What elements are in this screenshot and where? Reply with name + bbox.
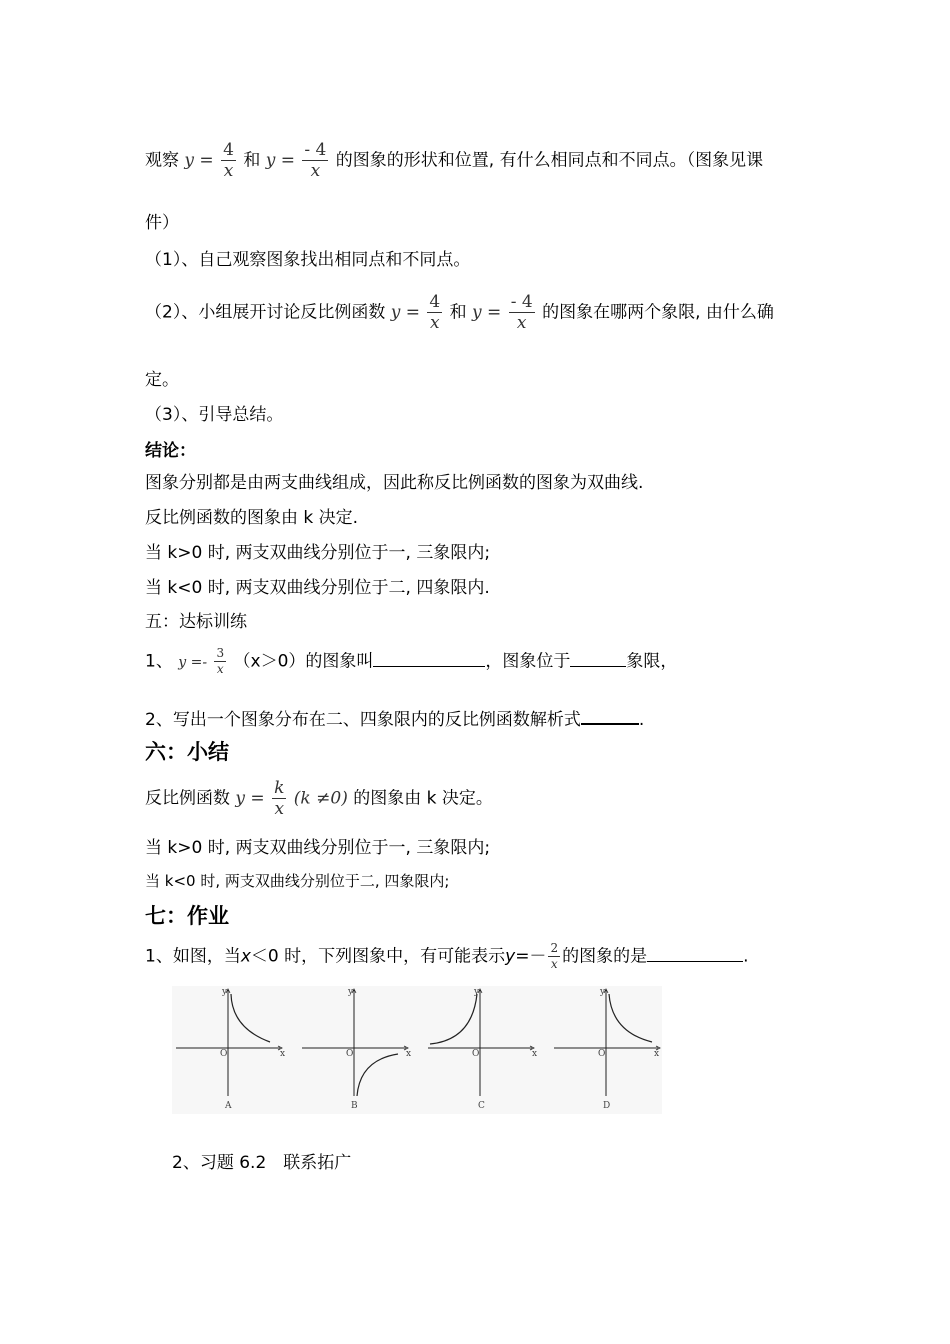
fraction-denominator: x xyxy=(221,160,236,181)
practice-q1 xyxy=(145,646,677,677)
graph-c-origin: O xyxy=(472,1049,480,1059)
fraction-numerator: 4 xyxy=(223,140,234,160)
fraction-numerator: 2 xyxy=(550,941,559,955)
fraction-k-over-x xyxy=(272,778,286,819)
homework-q1-end: . xyxy=(743,946,749,967)
graph-a-label: A xyxy=(225,1101,232,1111)
practice-q2-end: . xyxy=(638,710,645,730)
summary-title: 六：小结 xyxy=(145,740,229,764)
fraction-3-over-x xyxy=(214,646,226,677)
conclusion-line-1: 图象分别都是由两支曲线组成，因此称反比例函数的图象为双曲线. xyxy=(145,473,644,493)
intro-y1: y = xyxy=(184,150,214,171)
graph-d-label: D xyxy=(603,1101,611,1111)
fraction-numerator: 4 xyxy=(429,292,441,312)
fraction-2-over-x xyxy=(548,941,560,972)
fraction-neg4-over-x xyxy=(302,140,328,181)
conclusion-line-3: 当 k>0 时, 两支双曲线分别位于一, 三象限内; xyxy=(145,543,491,563)
step-2-text: （2）、小组展开讨论反比例函数 xyxy=(145,302,386,323)
intro-continuation: 件） xyxy=(145,213,179,233)
step-2 xyxy=(145,292,774,333)
graph-a-y-label: y xyxy=(222,987,228,997)
practice-title: 五：达标训练 xyxy=(145,612,247,632)
graph-a-x-label: x xyxy=(280,1049,286,1059)
conclusion-title: 结论： xyxy=(145,441,196,461)
practice-q1-number: 1、 xyxy=(145,651,173,672)
answer-blank[interactable] xyxy=(373,648,485,667)
practice-q2 xyxy=(145,705,644,731)
fraction-numerator: - 4 xyxy=(304,140,327,160)
practice-q2-text: 2、写出一个图象分布在二、四象限内的反比例函数解析式 xyxy=(145,710,581,730)
graph-b-x-label: x xyxy=(406,1049,412,1059)
conclusion-line-4: 当 k<0 时, 两支双曲线分别位于二, 四象限内. xyxy=(145,578,490,598)
summary-line-3: 当 k<0 时, 两支双曲线分别位于二, 四象限内; xyxy=(145,872,450,890)
fraction-4-over-x xyxy=(427,292,442,333)
graph-d-origin: O xyxy=(598,1049,606,1059)
step-3: （3）、引导总结。 xyxy=(145,405,284,425)
intro-and: 和 xyxy=(243,150,261,171)
answer-blank[interactable] xyxy=(570,648,626,667)
summary-line-1-pre: 反比例函数 xyxy=(145,788,230,809)
homework-q2: 2、习题 6.2 联系拓广 xyxy=(172,1153,352,1173)
intro-y2: y = xyxy=(265,150,295,171)
graph-options-figure xyxy=(172,986,662,1114)
homework-q1-eq: =－ xyxy=(515,946,547,967)
step-2-continuation: 定。 xyxy=(145,370,179,390)
practice-q1-condition: （x＞0）的图象叫 xyxy=(233,651,374,672)
graph-d-x-label: x xyxy=(654,1049,660,1059)
answer-blank[interactable] xyxy=(647,943,743,962)
conclusion-line-2: 反比例函数的图象由 k 决定. xyxy=(145,508,359,528)
summary-line-1-post: 的图象由 k 决定。 xyxy=(353,788,493,809)
step-1: （1）、自己观察图象找出相同点和不同点。 xyxy=(145,250,471,270)
fraction-denominator: x xyxy=(272,798,286,819)
homework-q1-post: 的图象的是 xyxy=(562,946,648,967)
homework-q1-pre: 1、如图，当 xyxy=(145,946,241,967)
summary-condition: (k ≠0) xyxy=(293,788,348,809)
graph-c-label: C xyxy=(478,1101,485,1111)
graph-d xyxy=(554,989,660,1096)
fraction-4-over-x xyxy=(221,140,236,181)
fraction-denominator: x xyxy=(302,160,328,181)
practice-q1-mid: ，图象位于 xyxy=(485,651,571,672)
summary-line-2: 当 k>0 时, 两支双曲线分别位于一, 三象限内; xyxy=(145,838,491,858)
step-2-and: 和 xyxy=(449,302,467,323)
step-2-y2: y = xyxy=(472,302,502,323)
graph-b-origin: O xyxy=(346,1049,354,1059)
intro-observe: 观察 xyxy=(145,150,179,171)
graph-c-x-label: x xyxy=(532,1049,538,1059)
fraction-denominator: x xyxy=(509,312,535,333)
step-2-post: 的图象在哪两个象限, 由什么确 xyxy=(542,302,774,323)
summary-line-1 xyxy=(145,778,493,819)
graph-b xyxy=(302,989,408,1096)
answer-blank[interactable] xyxy=(581,705,639,725)
fraction-neg4-over-x xyxy=(509,292,535,333)
graph-d-y-label: y xyxy=(600,987,606,997)
fraction-denominator: x xyxy=(548,956,560,972)
graph-a xyxy=(176,989,282,1096)
summary-y: y = xyxy=(235,788,265,809)
fraction-denominator: x xyxy=(427,312,442,333)
homework-q1-x: x xyxy=(240,946,251,967)
graph-c xyxy=(428,989,534,1096)
step-2-y1: y = xyxy=(390,302,420,323)
homework-q1-mid: ＜0 时，下列图象中，有可能表示 xyxy=(250,946,506,967)
graph-c-y-label: y xyxy=(474,987,480,997)
intro-line xyxy=(145,140,763,181)
intro-rest: 的图象的形状和位置, 有什么相同点和不同点。（图象见课 xyxy=(335,150,764,171)
homework-q1 xyxy=(145,941,748,972)
homework-q1-y: y xyxy=(505,946,516,967)
graph-options-svg xyxy=(172,986,662,1114)
homework-title: 七：作业 xyxy=(145,904,229,928)
fraction-numerator: 3 xyxy=(216,646,225,660)
graph-b-label: B xyxy=(351,1101,358,1111)
fraction-denominator: x xyxy=(214,661,226,677)
fraction-numerator: - 4 xyxy=(510,292,533,312)
practice-q1-end: 象限， xyxy=(626,651,678,672)
graph-b-y-label: y xyxy=(348,987,354,997)
practice-q1-y: y =- xyxy=(178,654,208,671)
graph-a-origin: O xyxy=(220,1049,228,1059)
fraction-numerator: k xyxy=(274,778,285,798)
